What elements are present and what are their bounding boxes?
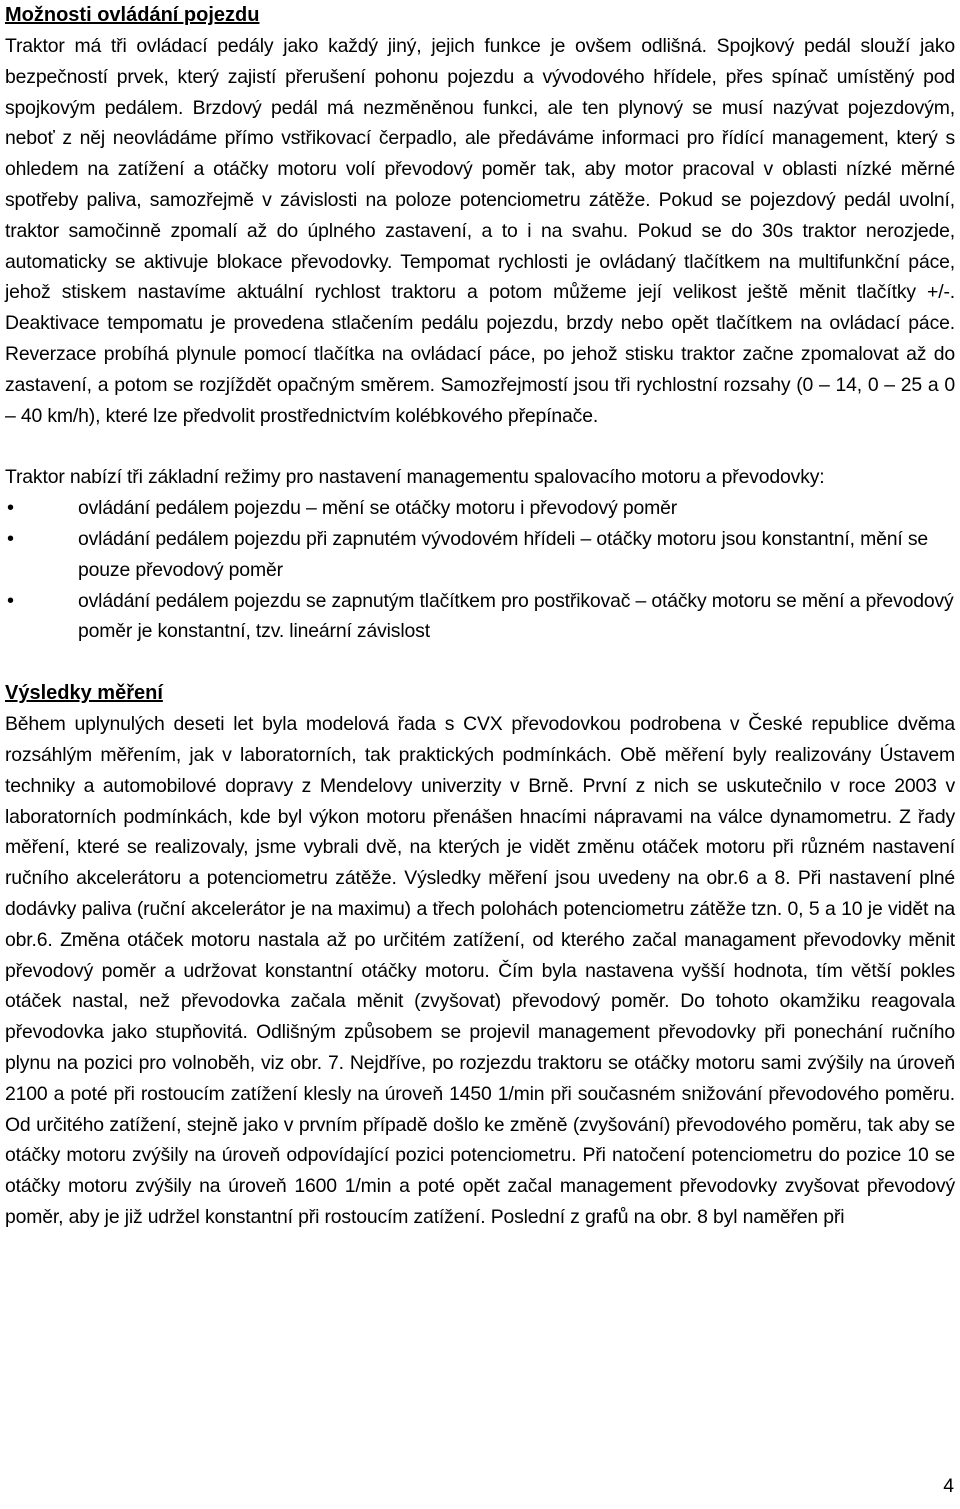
section-title-controls: Možnosti ovládání pojezdu bbox=[5, 4, 260, 26]
page-number: 4 bbox=[943, 1475, 954, 1497]
bullet-icon: • bbox=[7, 527, 14, 550]
document-page bbox=[5, 0, 955, 1233]
bullet-icon: • bbox=[7, 497, 14, 520]
list-item bbox=[5, 524, 955, 586]
spacer bbox=[5, 647, 955, 678]
list-item bbox=[5, 493, 955, 524]
list-item-text: ovládání pedálem pojezdu se zapnutým tlačítkem pro postřikovač – otáčky motoru se mění a převodový poměr je konstantní, tzv. lineární závislost bbox=[78, 589, 954, 643]
list-item bbox=[5, 586, 955, 648]
paragraph-results: Během uplynulých deseti let byla modelová řada s CVX převodovkou podrobena v České republice dvěma rozsáhlým měřením, jak v laboratorních, tak praktických podmínkách. Obě měření byly realizovány Ústavem techniky a automobilové dopravy z Mendelovy univerzity v Brně. První z nich se uskutečnilo v roce 2003 v laboratorních podmínkách, kde byl výkon motoru přenášen hnacími nápravami na válce dynamometru. Z řady měření, které se realizovaly, jsme vybrali dvě, na kterých je vidět změnu otáček motoru při různém nastavení ručního akcelerátoru a potenciometru zátěže. Výsledky měření jsou uvedeny na obr.6 a 8. Při nastavení plné dodávky paliva (ruční akcelerátor je na maximu) a třech polohách potenciometru zátěže tzn. 0, 5 a 10 je vidět na obr.6. Změna otáček motoru nastala až po určitém zatížení, od kterého začal managament převodovky měnit převodový poměr a udržovat konstantní otáčky motoru. Čím byla nastavena vyšší hodnota, tím větší pokles otáček nastal, než převodovka začala měnit (zvyšovat) převodový poměr. Do tohoto okamžiku reagovala převodovka jako stupňovitá. Odlišným způsobem se projevil management převodovky při ponechání ručního plynu na pozici pro volnoběh, viz obr. 7. Nejdříve, po rozjezdu traktoru se otáčky motoru sami zvýšily na úroveň 2100 a poté při rostoucím zatížení klesly na úroveň 1450 1/min při současném snižování převodového poměru. Od určitého zatížení, stejně jako v prvním případě došlo ke změně (zvyšování) převodového poměru, tak aby se otáčky motoru zvýšily na úroveň odpovídající pozici potenciometru. Při natočení potenciometru do pozice 10 se otáčky motoru zvýšily na úroveň 1600 1/min a poté opět začal management převodovky zvyšovat převodový poměr, aby je již udržel konstantní při rostoucím zatížení. Poslední z grafů na obr. 8 byl naměřen při bbox=[5, 713, 955, 1228]
list-item-text: ovládání pedálem pojezdu – mění se otáčky motoru i převodový poměr bbox=[78, 497, 678, 520]
paragraph-modes-intro: Traktor nabízí tři základní režimy pro nastavení managementu spalovacího motoru a převodovky: bbox=[5, 466, 825, 489]
spacer bbox=[5, 431, 955, 462]
bullet-icon: • bbox=[7, 589, 14, 612]
list-item-text: ovládání pedálem pojezdu při zapnutém vývodovém hřídeli – otáčky motoru jsou konstantní, mění se pouze převodový poměr bbox=[78, 527, 929, 581]
modes-list bbox=[5, 493, 955, 647]
paragraph-controls: Traktor má tři ovládací pedály jako každý jiný, jejich funkce je ovšem odlišná. Spojkový pedál slouží jako bezpečností prvek, který zajistí přerušení pohonu pojezdu a vývodového hřídele, přes spínač umístěný pod spojkovým pedálem. Brzdový pedál má nezměněnou funkci, ale ten plynový se musí nazývat pojezdovým, neboť z něj neovládáme přímo vstřikovací čerpadlo, ale předáváme informaci pro řídící management, který s ohledem na zatížení a otáčky motoru volí převodový poměr tak, aby motor pracoval v oblasti nízké měrné spotřeby paliva, samozřejmě v závislosti na poloze potenciometru zátěže. Pokud se pojezdový pedál uvolní, traktor samočinně zpomalí až do úplného zastavení, a to i na svahu. Pokud se do 30s traktor nerozjede, automaticky se aktivuje blokace převodovky. Tempomat rychlosti je ovládaný tlačítkem na multifunkční páce, jehož stiskem nastavíme aktuální rychlost traktoru a potom můžeme její velikost ještě měnit tlačítky +/-. Deaktivace tempomatu je provedena stlačením pedálu pojezdu, brzdy nebo opět tlačítkem na ovládací páce. Reverzace probíhá plynule pomocí tlačítka na ovládací páce, po jehož stisku traktor začne zpomalovat až do zastavení, a potom se rozjíždět opačným směrem. Samozřejmostí jsou tři rychlostní rozsahy (0 – 14, 0 – 25 a 0 – 40 km/h), které lze předvolit prostřednictvím kolébkového přepínače. bbox=[5, 35, 955, 427]
section-title-results: Výsledky měření bbox=[5, 682, 163, 705]
